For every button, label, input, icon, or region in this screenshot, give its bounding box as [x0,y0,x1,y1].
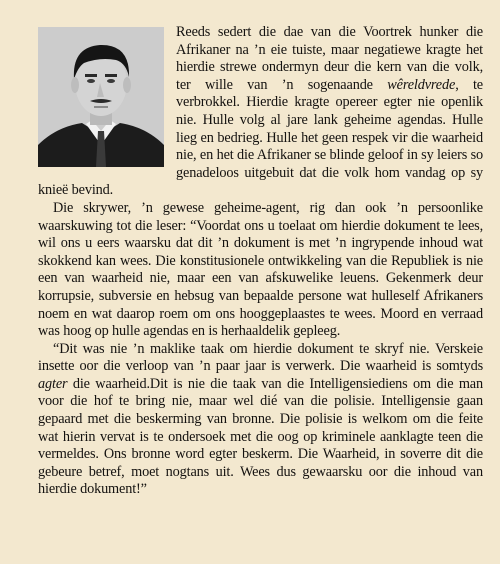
author-portrait-icon [38,27,164,167]
paragraph-quote-part-b: die waarheid.Dit is nie die taak van die Intelligensiediens om die man voor die hof te bring nie, maar wel dié van die polisie. Intelligensie gaan gepaard met die beskerming van bronne. Die polisie is welkom om die feite wat hierin vervat is te ondersoek met die oog op kriminele aanklagte teen die vermeldes. Ons bronne word egter beskerm. Die Waarheid, in soverre dit die gebeure betref, moet nogtans uit. Wees dus gewaarsku oor die inhoud van hierdie dokument!” [38,375,483,498]
paragraph-warning: Die skrywer, ’n gewese geheime-agent, rig dan ook ’n persoonlike waarskuwing tot die leser: “Voordat ons u toelaat om hierdie dokument te lees, wil ons u eers waarsku dat dit ’n dokument is met ’n ingrypende inhoud wat skokkend kan wees. Die konstitusionele ontwikkeling van die Republiek is nie een van waarheid nie, maar een van afskuwelike leuens. Gekenmerk deur korrupsie, subversie en hebsug van bepaalde persone wat hulleself Afrikaners noem en wat daarop roem om ons hooggeplaastes te wees. Moord en verraad was hoog op hulle agendas en is herhaaldelik gepleeg. [38,199,483,340]
paragraph-quote-part-a: “Dit was nie ’n maklike taak om hierdie dokument te skryf nie. Verskeie insette oor die verloop van ’n paar jaar is verwerk. Die waarheid is somtyds [38,340,483,375]
paragraph-intro-part-b: , te verbrokkel. Hierdie kragte opereer egter nie openlik nie. Hulle volg al jare lank geheime agendas. Hulle lieg en bedrieg. Hulle het geen respek vir die waarheid nie, en het die Afrikaner se blinde geloof in sy leiers so genadeloos uitgebuit dat die volk hom vandag op sy knieë bevind. [38,76,484,199]
paragraph-quote [38,341,483,499]
paragraph-intro-part-a: Reeds sedert die dae van die Voortrek hunker die Afrikaner na ’n eie tuiste, maar negatiewe kragte het hierdie strewe ondermyn deur die kern van die volk, ter wille van ’n sogenaande [176,24,483,93]
paragraph-quote-emphasis: agter [38,375,68,392]
paragraph-intro-emphasis: wêreldvrede [387,76,456,93]
author-portrait-photo [38,27,164,167]
